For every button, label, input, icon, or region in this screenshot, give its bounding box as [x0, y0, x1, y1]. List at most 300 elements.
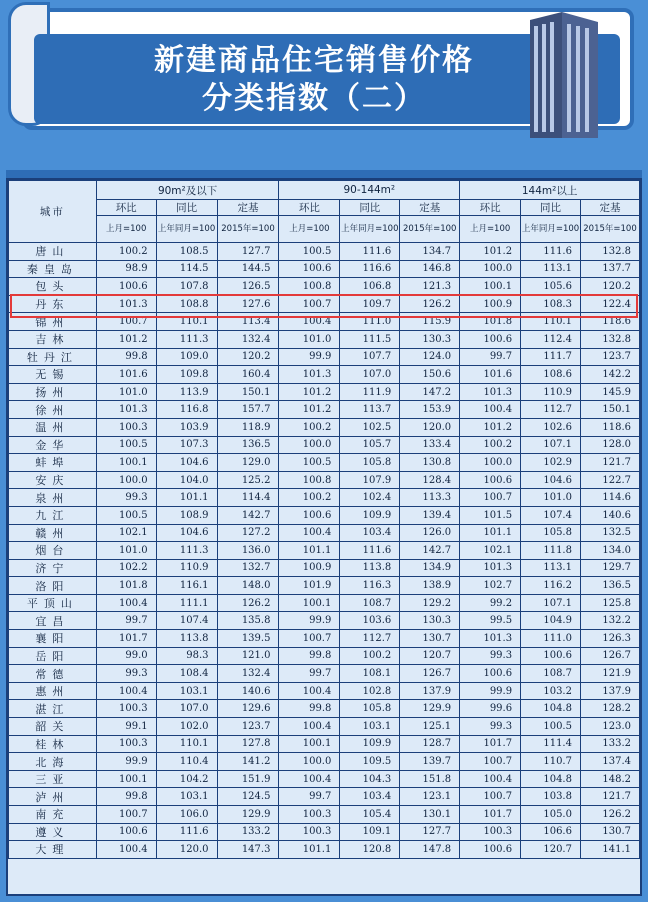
- index-value-cell: 153.9: [400, 401, 460, 419]
- index-value-cell: 114.6: [580, 489, 639, 507]
- index-value-cell: 100.6: [460, 841, 521, 859]
- index-value-cell: 100.0: [279, 436, 340, 454]
- index-value-cell: 133.2: [217, 823, 279, 841]
- index-value-cell: 100.7: [460, 753, 521, 771]
- index-value-cell: 99.9: [460, 682, 521, 700]
- index-value-cell: 137.9: [400, 682, 460, 700]
- index-value-cell: 137.7: [580, 260, 639, 278]
- index-value-cell: 101.2: [460, 243, 521, 261]
- index-value-cell: 130.3: [400, 612, 460, 630]
- index-value-cell: 103.1: [156, 788, 217, 806]
- city-cell: 无锡: [9, 366, 97, 384]
- index-value-cell: 107.7: [340, 348, 400, 366]
- index-value-cell: 102.1: [460, 542, 521, 560]
- index-value-cell: 100.3: [96, 700, 156, 718]
- index-value-cell: 100.1: [279, 735, 340, 753]
- index-value-cell: 101.3: [96, 295, 156, 313]
- index-value-cell: 123.0: [580, 718, 639, 736]
- index-value-cell: 100.0: [96, 471, 156, 489]
- index-value-cell: 113.1: [521, 260, 581, 278]
- city-cell: 泉州: [9, 489, 97, 507]
- index-value-cell: 126.5: [217, 278, 279, 296]
- index-value-cell: 130.7: [580, 823, 639, 841]
- index-value-cell: 102.6: [521, 418, 581, 436]
- index-value-cell: 100.4: [279, 682, 340, 700]
- index-value-cell: 127.6: [217, 295, 279, 313]
- base-label: 上月=100: [96, 216, 156, 243]
- index-value-cell: 100.6: [279, 260, 340, 278]
- table-row: [9, 718, 640, 736]
- index-value-cell: 100.4: [96, 594, 156, 612]
- index-value-cell: 130.8: [400, 454, 460, 472]
- table-row: [9, 418, 640, 436]
- index-value-cell: 108.8: [156, 295, 217, 313]
- table-row: [9, 542, 640, 560]
- index-value-cell: 98.3: [156, 647, 217, 665]
- table-row: [9, 489, 640, 507]
- index-value-cell: 121.7: [580, 788, 639, 806]
- index-value-cell: 126.2: [580, 806, 639, 824]
- group-header-medium: 90-144m²: [279, 181, 460, 200]
- city-cell: 桂林: [9, 735, 97, 753]
- index-value-cell: 129.6: [217, 700, 279, 718]
- table-row: [9, 630, 640, 648]
- city-cell: 锦州: [9, 313, 97, 331]
- city-cell: 北海: [9, 753, 97, 771]
- index-value-cell: 116.3: [340, 577, 400, 595]
- subhead-base: 定基: [217, 200, 279, 216]
- index-value-cell: 101.3: [279, 366, 340, 384]
- index-value-cell: 100.3: [460, 823, 521, 841]
- index-value-cell: 126.3: [580, 630, 639, 648]
- index-value-cell: 148.2: [580, 770, 639, 788]
- index-value-cell: 129.2: [400, 594, 460, 612]
- index-value-cell: 100.4: [279, 770, 340, 788]
- index-value-cell: 145.9: [580, 383, 639, 401]
- index-value-cell: 100.5: [279, 454, 340, 472]
- index-value-cell: 100.2: [96, 243, 156, 261]
- index-value-cell: 101.2: [279, 401, 340, 419]
- index-value-cell: 102.1: [96, 524, 156, 542]
- index-value-cell: 135.8: [217, 612, 279, 630]
- title-line-2: 分类指数（二）: [202, 81, 426, 116]
- index-value-cell: 103.8: [521, 788, 581, 806]
- index-value-cell: 100.0: [460, 454, 521, 472]
- table-row: [9, 612, 640, 630]
- table-row: [9, 647, 640, 665]
- subhead-yoy: 同比: [156, 200, 217, 216]
- index-value-cell: 141.1: [580, 841, 639, 859]
- index-value-cell: 101.5: [460, 506, 521, 524]
- index-value-cell: 105.7: [340, 436, 400, 454]
- index-value-cell: 105.8: [521, 524, 581, 542]
- index-value-cell: 144.5: [217, 260, 279, 278]
- index-value-cell: 109.9: [340, 735, 400, 753]
- index-value-cell: 100.9: [279, 559, 340, 577]
- index-value-cell: 99.9: [96, 753, 156, 771]
- index-value-cell: 103.1: [340, 718, 400, 736]
- index-value-cell: 113.1: [521, 559, 581, 577]
- index-value-cell: 126.7: [580, 647, 639, 665]
- index-value-cell: 109.1: [340, 823, 400, 841]
- index-value-cell: 124.5: [217, 788, 279, 806]
- index-value-cell: 111.4: [521, 735, 581, 753]
- table-row: [9, 735, 640, 753]
- title-banner: [22, 8, 634, 130]
- index-value-cell: 101.1: [279, 542, 340, 560]
- index-value-cell: 132.5: [580, 524, 639, 542]
- index-value-cell: 102.9: [521, 454, 581, 472]
- index-value-cell: 104.9: [521, 612, 581, 630]
- city-cell: 徐州: [9, 401, 97, 419]
- table-row: [9, 770, 640, 788]
- index-value-cell: 108.6: [521, 366, 581, 384]
- index-value-cell: 100.3: [279, 806, 340, 824]
- index-value-cell: 142.7: [400, 542, 460, 560]
- index-value-cell: 134.0: [580, 542, 639, 560]
- index-value-cell: 100.2: [279, 418, 340, 436]
- index-value-cell: 110.4: [156, 753, 217, 771]
- index-value-cell: 150.1: [580, 401, 639, 419]
- index-value-cell: 99.3: [96, 489, 156, 507]
- index-value-cell: 111.6: [156, 823, 217, 841]
- city-cell: 岳阳: [9, 647, 97, 665]
- table-row: [9, 524, 640, 542]
- index-value-cell: 150.1: [217, 383, 279, 401]
- building-icon: [524, 12, 604, 138]
- index-value-cell: 100.5: [279, 243, 340, 261]
- index-value-cell: 114.5: [156, 260, 217, 278]
- table-row: [9, 665, 640, 683]
- index-value-cell: 109.0: [156, 348, 217, 366]
- index-value-cell: 100.7: [96, 313, 156, 331]
- index-value-cell: 101.7: [460, 735, 521, 753]
- index-value-cell: 141.2: [217, 753, 279, 771]
- index-value-cell: 100.0: [279, 753, 340, 771]
- index-value-cell: 107.4: [521, 506, 581, 524]
- city-cell: 吉林: [9, 330, 97, 348]
- index-value-cell: 100.4: [279, 718, 340, 736]
- city-cell: 泸州: [9, 788, 97, 806]
- index-value-cell: 111.6: [340, 542, 400, 560]
- index-value-cell: 99.9: [279, 348, 340, 366]
- index-value-cell: 100.1: [96, 454, 156, 472]
- index-value-cell: 129.9: [217, 806, 279, 824]
- index-value-cell: 132.2: [580, 612, 639, 630]
- index-value-cell: 112.7: [340, 630, 400, 648]
- index-value-cell: 102.5: [340, 418, 400, 436]
- index-value-cell: 118.6: [580, 418, 639, 436]
- index-value-cell: 100.3: [96, 735, 156, 753]
- index-value-cell: 103.9: [156, 418, 217, 436]
- index-value-cell: 137.9: [580, 682, 639, 700]
- index-value-cell: 101.1: [279, 841, 340, 859]
- index-value-cell: 108.9: [156, 506, 217, 524]
- index-value-cell: 127.8: [217, 735, 279, 753]
- index-value-cell: 108.1: [340, 665, 400, 683]
- index-value-cell: 130.1: [400, 806, 460, 824]
- index-value-cell: 147.2: [400, 383, 460, 401]
- index-value-cell: 99.7: [279, 665, 340, 683]
- index-value-cell: 100.8: [279, 471, 340, 489]
- index-value-cell: 100.0: [460, 260, 521, 278]
- index-value-cell: 157.7: [217, 401, 279, 419]
- base-label: 上月=100: [460, 216, 521, 243]
- city-cell: 济宁: [9, 559, 97, 577]
- index-value-cell: 126.2: [217, 594, 279, 612]
- index-value-cell: 121.7: [580, 454, 639, 472]
- index-value-cell: 107.9: [340, 471, 400, 489]
- index-value-cell: 100.5: [96, 436, 156, 454]
- index-value-cell: 132.8: [580, 330, 639, 348]
- index-value-cell: 140.6: [580, 506, 639, 524]
- index-value-cell: 100.5: [521, 718, 581, 736]
- index-value-cell: 100.4: [279, 313, 340, 331]
- index-table-sheet: [6, 178, 642, 896]
- index-value-cell: 99.7: [279, 788, 340, 806]
- index-value-cell: 104.8: [521, 770, 581, 788]
- index-value-cell: 133.4: [400, 436, 460, 454]
- index-value-cell: 111.6: [521, 243, 581, 261]
- base-label: 2015年=100: [217, 216, 279, 243]
- index-value-cell: 121.0: [217, 647, 279, 665]
- price-index-table: [8, 180, 640, 859]
- index-value-cell: 100.7: [96, 806, 156, 824]
- index-value-cell: 101.6: [96, 366, 156, 384]
- index-value-cell: 116.6: [340, 260, 400, 278]
- index-value-cell: 104.6: [156, 454, 217, 472]
- index-value-cell: 100.2: [340, 647, 400, 665]
- group-header-small: 90m²及以下: [96, 181, 279, 200]
- index-value-cell: 99.3: [96, 665, 156, 683]
- index-value-cell: 123.7: [217, 718, 279, 736]
- table-row: [9, 330, 640, 348]
- index-value-cell: 101.7: [460, 806, 521, 824]
- index-value-cell: 101.8: [460, 313, 521, 331]
- index-value-cell: 102.0: [156, 718, 217, 736]
- index-value-cell: 112.4: [521, 330, 581, 348]
- table-body: [9, 243, 640, 859]
- index-value-cell: 104.6: [156, 524, 217, 542]
- index-value-cell: 106.0: [156, 806, 217, 824]
- index-value-cell: 101.6: [460, 366, 521, 384]
- index-value-cell: 101.1: [156, 489, 217, 507]
- city-cell: 湛江: [9, 700, 97, 718]
- index-value-cell: 128.0: [580, 436, 639, 454]
- index-value-cell: 113.4: [217, 313, 279, 331]
- index-value-cell: 100.7: [279, 630, 340, 648]
- index-value-cell: 113.8: [340, 559, 400, 577]
- index-value-cell: 120.7: [400, 647, 460, 665]
- table-row: [9, 577, 640, 595]
- city-column-header: 城市: [9, 181, 97, 243]
- index-value-cell: 99.7: [460, 348, 521, 366]
- index-value-cell: 150.6: [400, 366, 460, 384]
- index-value-cell: 100.6: [460, 665, 521, 683]
- index-value-cell: 100.3: [279, 823, 340, 841]
- index-value-cell: 105.6: [521, 278, 581, 296]
- index-value-cell: 107.1: [521, 436, 581, 454]
- index-value-cell: 113.3: [400, 489, 460, 507]
- index-value-cell: 98.9: [96, 260, 156, 278]
- index-value-cell: 100.1: [279, 594, 340, 612]
- city-cell: 温州: [9, 418, 97, 436]
- table-row: [9, 823, 640, 841]
- index-value-cell: 136.5: [217, 436, 279, 454]
- index-value-cell: 125.8: [580, 594, 639, 612]
- table-row: [9, 348, 640, 366]
- base-label: 上年同月=100: [340, 216, 400, 243]
- index-value-cell: 107.3: [156, 436, 217, 454]
- index-value-cell: 99.3: [460, 718, 521, 736]
- index-value-cell: 142.2: [580, 366, 639, 384]
- index-value-cell: 120.8: [340, 841, 400, 859]
- index-value-cell: 101.7: [96, 630, 156, 648]
- index-value-cell: 132.4: [217, 330, 279, 348]
- index-value-cell: 101.0: [96, 383, 156, 401]
- index-value-cell: 103.6: [340, 612, 400, 630]
- index-value-cell: 110.1: [156, 735, 217, 753]
- group-header-large: 144m²以上: [460, 181, 640, 200]
- index-value-cell: 109.9: [340, 506, 400, 524]
- city-cell: 九江: [9, 506, 97, 524]
- index-value-cell: 103.4: [340, 524, 400, 542]
- index-value-cell: 120.2: [580, 278, 639, 296]
- city-cell: 韶关: [9, 718, 97, 736]
- index-value-cell: 103.1: [156, 682, 217, 700]
- index-value-cell: 123.1: [400, 788, 460, 806]
- index-value-cell: 113.8: [156, 630, 217, 648]
- index-value-cell: 104.6: [521, 471, 581, 489]
- subhead-mom: 环比: [279, 200, 340, 216]
- index-value-cell: 136.5: [580, 577, 639, 595]
- subhead-yoy: 同比: [521, 200, 581, 216]
- index-value-cell: 100.6: [96, 278, 156, 296]
- index-value-cell: 112.7: [521, 401, 581, 419]
- index-value-cell: 101.3: [460, 383, 521, 401]
- index-value-cell: 100.6: [279, 506, 340, 524]
- index-value-cell: 100.6: [460, 471, 521, 489]
- table-row: [9, 278, 640, 296]
- index-value-cell: 124.0: [400, 348, 460, 366]
- city-cell: 安庆: [9, 471, 97, 489]
- index-value-cell: 130.3: [400, 330, 460, 348]
- index-value-cell: 120.2: [217, 348, 279, 366]
- index-value-cell: 102.4: [340, 489, 400, 507]
- city-cell: 遵义: [9, 823, 97, 841]
- index-value-cell: 147.8: [400, 841, 460, 859]
- index-value-cell: 125.2: [217, 471, 279, 489]
- city-cell: 丹东: [9, 295, 97, 313]
- index-value-cell: 125.1: [400, 718, 460, 736]
- city-cell: 扬州: [9, 383, 97, 401]
- index-value-cell: 110.9: [521, 383, 581, 401]
- index-value-cell: 146.8: [400, 260, 460, 278]
- index-value-cell: 111.9: [340, 383, 400, 401]
- index-value-cell: 127.7: [217, 243, 279, 261]
- index-value-cell: 132.7: [217, 559, 279, 577]
- index-value-cell: 101.9: [279, 577, 340, 595]
- index-value-cell: 137.4: [580, 753, 639, 771]
- index-value-cell: 102.2: [96, 559, 156, 577]
- index-value-cell: 111.8: [521, 542, 581, 560]
- index-value-cell: 121.3: [400, 278, 460, 296]
- city-cell: 金华: [9, 436, 97, 454]
- page-title: [64, 42, 564, 118]
- index-value-cell: 105.8: [340, 454, 400, 472]
- index-value-cell: 108.7: [340, 594, 400, 612]
- index-value-cell: 111.5: [340, 330, 400, 348]
- index-value-cell: 142.7: [217, 506, 279, 524]
- index-value-cell: 101.2: [460, 418, 521, 436]
- index-value-cell: 110.1: [521, 313, 581, 331]
- index-value-cell: 132.8: [580, 243, 639, 261]
- table-row: [9, 506, 640, 524]
- index-value-cell: 99.8: [279, 700, 340, 718]
- index-value-cell: 99.1: [96, 718, 156, 736]
- city-cell: 烟台: [9, 542, 97, 560]
- city-cell: 蚌埠: [9, 454, 97, 472]
- index-value-cell: 151.8: [400, 770, 460, 788]
- index-value-cell: 129.9: [400, 700, 460, 718]
- index-value-cell: 151.9: [217, 770, 279, 788]
- table-row: [9, 806, 640, 824]
- index-value-cell: 99.3: [460, 647, 521, 665]
- index-value-cell: 100.4: [279, 524, 340, 542]
- index-value-cell: 110.7: [521, 753, 581, 771]
- index-value-cell: 100.7: [460, 788, 521, 806]
- index-value-cell: 108.3: [521, 295, 581, 313]
- index-value-cell: 160.4: [217, 366, 279, 384]
- index-value-cell: 100.8: [279, 278, 340, 296]
- table-row: [9, 788, 640, 806]
- index-value-cell: 101.0: [279, 330, 340, 348]
- index-value-cell: 100.4: [96, 682, 156, 700]
- base-label: 2015年=100: [580, 216, 639, 243]
- index-value-cell: 111.7: [521, 348, 581, 366]
- table-row: [9, 436, 640, 454]
- table-row: [9, 243, 640, 261]
- index-value-cell: 111.3: [156, 330, 217, 348]
- index-value-cell: 121.9: [580, 665, 639, 683]
- index-value-cell: 111.0: [521, 630, 581, 648]
- index-value-cell: 122.7: [580, 471, 639, 489]
- index-value-cell: 102.7: [460, 577, 521, 595]
- index-value-cell: 109.7: [340, 295, 400, 313]
- city-cell: 唐山: [9, 243, 97, 261]
- index-value-cell: 100.4: [460, 770, 521, 788]
- index-value-cell: 139.7: [400, 753, 460, 771]
- index-value-cell: 111.3: [156, 542, 217, 560]
- index-value-cell: 101.2: [279, 383, 340, 401]
- city-cell: 大理: [9, 841, 97, 859]
- index-value-cell: 104.3: [340, 770, 400, 788]
- index-value-cell: 111.6: [340, 243, 400, 261]
- index-value-cell: 110.1: [156, 313, 217, 331]
- index-value-cell: 100.6: [521, 647, 581, 665]
- index-value-cell: 123.7: [580, 348, 639, 366]
- subhead-base: 定基: [580, 200, 639, 216]
- index-value-cell: 100.9: [460, 295, 521, 313]
- index-value-cell: 136.0: [217, 542, 279, 560]
- index-value-cell: 100.3: [96, 418, 156, 436]
- index-value-cell: 104.2: [156, 770, 217, 788]
- index-value-cell: 99.8: [96, 788, 156, 806]
- index-value-cell: 134.7: [400, 243, 460, 261]
- index-value-cell: 118.9: [217, 418, 279, 436]
- table-row: [9, 841, 640, 859]
- index-value-cell: 129.0: [217, 454, 279, 472]
